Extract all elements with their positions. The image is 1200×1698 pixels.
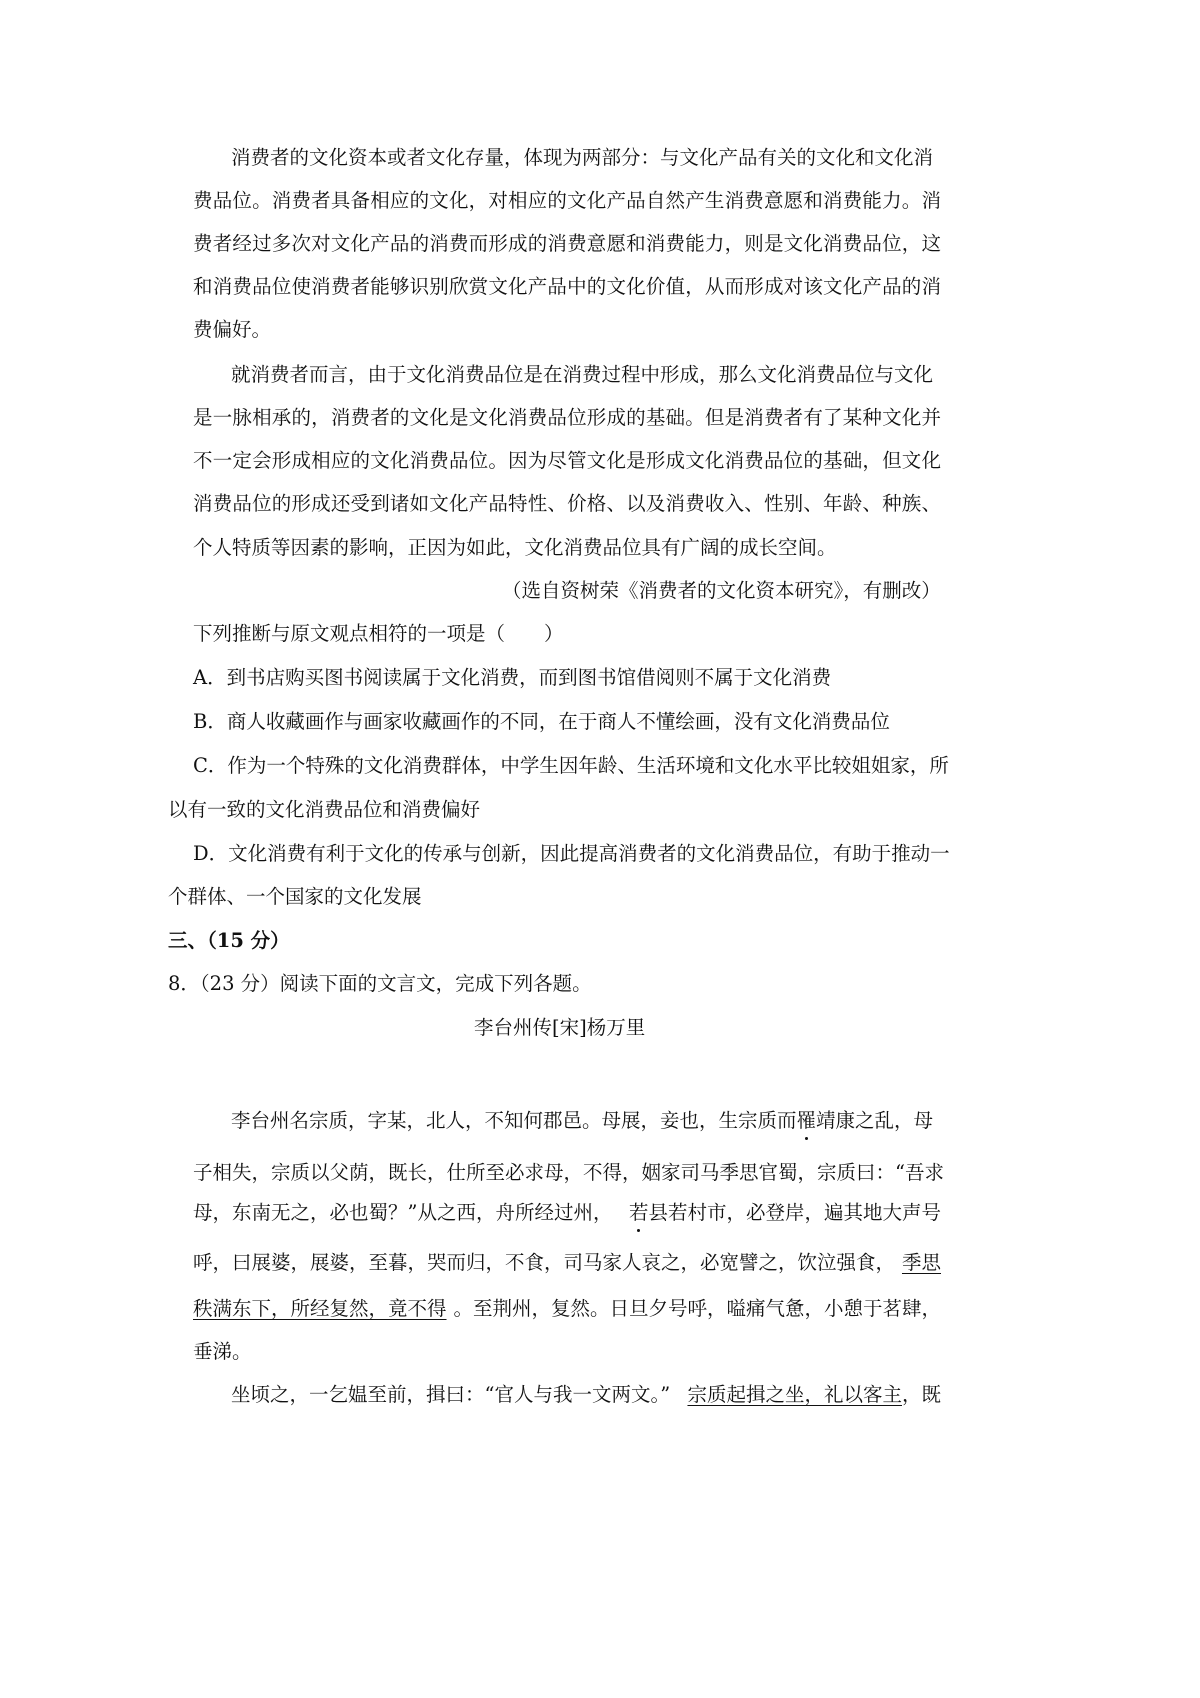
question7-option-d-line2: 个群体、一个国家的文化发展 — [168, 885, 422, 908]
underlined-phrase-jisi-1: 季思 — [901, 1251, 941, 1274]
passage-p1-line5: 费偏好。 — [193, 318, 272, 341]
underlined-phrase-zongzhi: 宗质起揖之坐，礼以客主 — [687, 1383, 902, 1406]
classical-text-line4 — [193, 1250, 941, 1276]
question7-option-d-line1: D．文化消费有利于文化的传承与创新，因此提高消费者的文化消费品位，有助于推动一 — [193, 842, 950, 865]
classical-text-line5 — [193, 1296, 941, 1322]
passage-p2-line5: 个人特质等因素的影响，正因为如此，文化消费品位具有广阔的成长空间。 — [193, 536, 837, 559]
passage-source: （选自资树荣《消费者的文化资本研究》，有删改） — [502, 579, 941, 602]
classical-text-line7-part1: 坐顷之，一乞媪至前，揖曰：“官人与我一文两文。” — [231, 1383, 671, 1406]
classical-text-line7-rest — [687, 1382, 941, 1408]
passage-p1-line2: 费品位。消费者具备相应的文化，对相应的文化产品自然产生消费意愿和消费能力。消 — [193, 189, 941, 212]
classical-text-line3-part2: 县若村市，必登岸，遍其地大声号 — [648, 1201, 941, 1224]
section3-heading: 三、（15 分） — [168, 929, 290, 952]
passage-p2-line1: 就消费者而言，由于文化消费品位是在消费过程中形成，那么文化消费品位与文化 — [231, 363, 934, 386]
classical-text-line4-part1: 呼，曰展婆，展婆，至暮，哭而归，不食，司马家人哀之，必宽譬之，饮泣强食， — [193, 1251, 896, 1274]
classical-text-line1-part1: 李台州名宗质，字某，北人，不知何郡邑。母展，妾也，生宗质而 — [231, 1109, 797, 1132]
passage-p2-line2: 是一脉相承的，消费者的文化是文化消费品位形成的基础。但是消费者有了某种文化并 — [193, 406, 941, 429]
classical-text-line7-part2: ，既 — [901, 1383, 941, 1406]
passage-p2-line4: 消费品位的形成还受到诸如文化产品特性、价格、以及消费收入、性别、年龄、种族、 — [193, 492, 941, 515]
dotted-char-ruo: 若 — [628, 1201, 649, 1224]
underlined-phrase-jisi-2: 秩满东下，所经复然，竟不得 — [193, 1297, 447, 1320]
question8-stem: 8．（23 分）阅读下面的文言文，完成下列各题。 — [168, 972, 592, 995]
classical-text-line7 — [231, 1382, 941, 1408]
dotted-char-li: 罹 — [796, 1109, 817, 1132]
question7-option-a: A．到书店购买图书阅读属于文化消费，而到图书馆借阅则不属于文化消费 — [193, 666, 832, 689]
classical-text-line6: 垂涕。 — [193, 1340, 252, 1363]
classical-text-line3-mid — [629, 1200, 941, 1226]
question7-stem: 下列推断与原文观点相符的一项是（ ） — [193, 622, 564, 645]
question7-option-c-line1: C．作为一个特殊的文化消费群体，中学生因年龄、生活环境和文化水平比较姐姐家，所 — [193, 754, 949, 777]
passage-p1-line1: 消费者的文化资本或者文化存量，体现为两部分：与文化产品有关的文化和文化消 — [231, 146, 934, 169]
classical-text-line3 — [193, 1200, 941, 1226]
question7-option-c-line2: 以有一致的文化消费品位和消费偏好 — [168, 798, 481, 821]
passage-p1-line3: 费者经过多次对文化产品的消费而形成的消费意愿和消费能力，则是文化消费品位，这 — [193, 232, 941, 255]
classical-text-line1 — [231, 1108, 933, 1134]
passage-p2-line3: 不一定会形成相应的文化消费品位。因为尽管文化是形成文化消费品位的基础，但文化 — [193, 449, 941, 472]
classical-text-line5-part2: 。至荆州，复然。日旦夕号呼，嗌痛气惫，小憩于茗肆， — [453, 1297, 941, 1320]
classical-text-line2: 子相失，宗质以父荫，既长，仕所至必求母，不得，姻家司马季思官蜀，宗质曰：“吾求 — [193, 1161, 944, 1184]
classical-text-line3-part1: 母，东南无之，必也蜀？”从之西，舟所经过州， — [193, 1201, 613, 1224]
classical-text-line1-part2: 靖康之乱，母 — [816, 1109, 934, 1132]
question7-option-b: B．商人收藏画作与画家收藏画作的不同，在于商人不懂绘画，没有文化消费品位 — [193, 710, 890, 733]
classical-text-title: 李台州传[宋]杨万里 — [474, 1016, 646, 1039]
passage-p1-line4: 和消费品位使消费者能够识别欣赏文化产品中的文化价值，从而形成对该文化产品的消 — [193, 275, 941, 298]
